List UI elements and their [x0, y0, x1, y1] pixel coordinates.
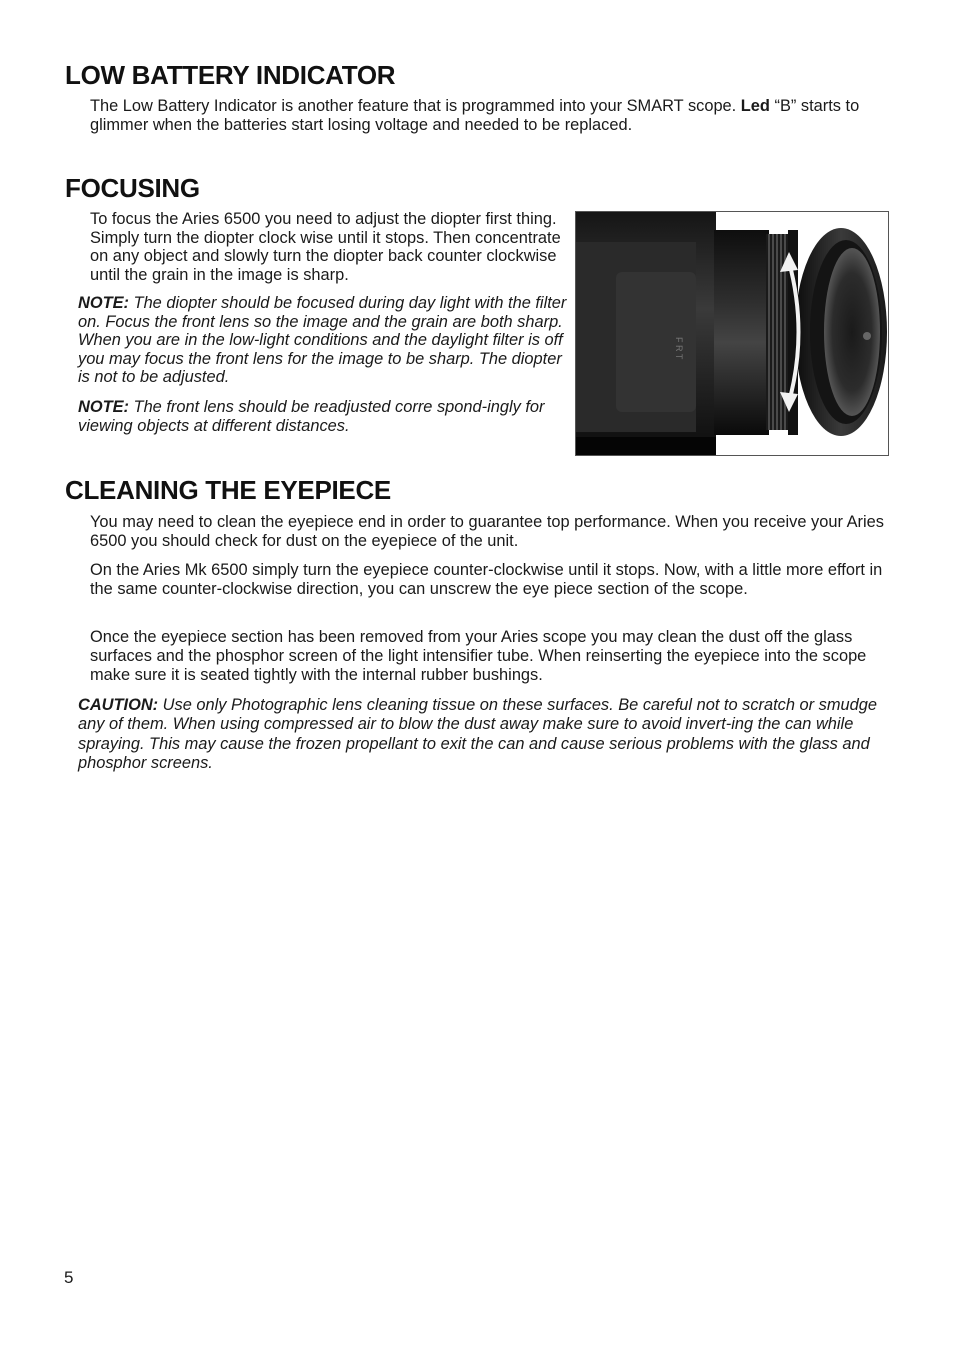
cleaning-paragraph-1: You may need to clean the eyepiece end in order to guarantee top performance. When you receive your Aries 6500 you should check for dust on the eyepiece of the unit. [90, 513, 884, 550]
svg-text:F R T: F R T [674, 337, 684, 360]
led-bold: Led [740, 97, 770, 115]
page-number: 5 [64, 1268, 74, 1287]
note-1-text: The diopter should be focused during day light with the filter on. Focus the front lens so the image and the grain are both sharp. When you are in the low-light conditions and the daylight filter is off you may focus the front lens for the image to be sharp. The diopter is not to be adjusted. [78, 294, 567, 386]
focusing-paragraph: To focus the Aries 6500 you need to adjust the diopter first thing. Simply turn the diopter clock wise until it stops. Then concentrate on any object and slowly turn the diopter back counter clockwise until the grain in the image is sharp. [90, 210, 561, 284]
eyepiece-photo [575, 211, 889, 456]
focusing-heading: FOCUSING [65, 173, 200, 203]
cleaning-heading: CLEANING THE EYEPIECE [65, 475, 391, 505]
caution-label: CAUTION: [78, 696, 159, 714]
eyepiece-photo-drawing [576, 212, 888, 455]
caution-text: Use only Photographic lens cleaning tissue on these surfaces. Be careful not to scratch or smudge any of them. When using compressed air to blow the dust away make sure to avoid invert-ing the can while spraying. This may cause the frozen propellant to exit the can and cause serious problems with the glass and phosphor screens. [78, 696, 877, 772]
note-2-label: NOTE: [78, 398, 129, 416]
cleaning-paragraph-2: On the Aries Mk 6500 simply turn the eyepiece counter-clockwise until it stops. Now, with a little more effort in the same counter-clockwise direction, you can unscrew the eye piece section of the scope. [90, 561, 883, 598]
low-battery-paragraph [90, 97, 895, 135]
cleaning-paragraph-3: Once the eyepiece section has been removed from your Aries scope you may clean the dust off the glass surfaces and the phosphor screen of the light intensifier tube. When reinserting the eyepiece into the scope make sure it is seated tightly with the internal rubber bushings. [90, 628, 867, 684]
caution-note [78, 696, 896, 773]
focusing-note-2 [78, 398, 570, 435]
low-battery-text-before: The Low Battery Indicator is another feature that is programmed into your SMART scope. [90, 97, 741, 115]
low-battery-heading: LOW BATTERY INDICATOR [65, 60, 396, 90]
focusing-note-1 [78, 294, 570, 387]
low-battery-text-after: “B” starts to glimmer when the batteries start losing voltage and needed to be replaced. [90, 97, 860, 134]
note-2-text: The front lens should be readjusted corre spond-ingly for viewing objects at different distances. [78, 398, 545, 435]
note-1-label: NOTE: [78, 294, 129, 312]
